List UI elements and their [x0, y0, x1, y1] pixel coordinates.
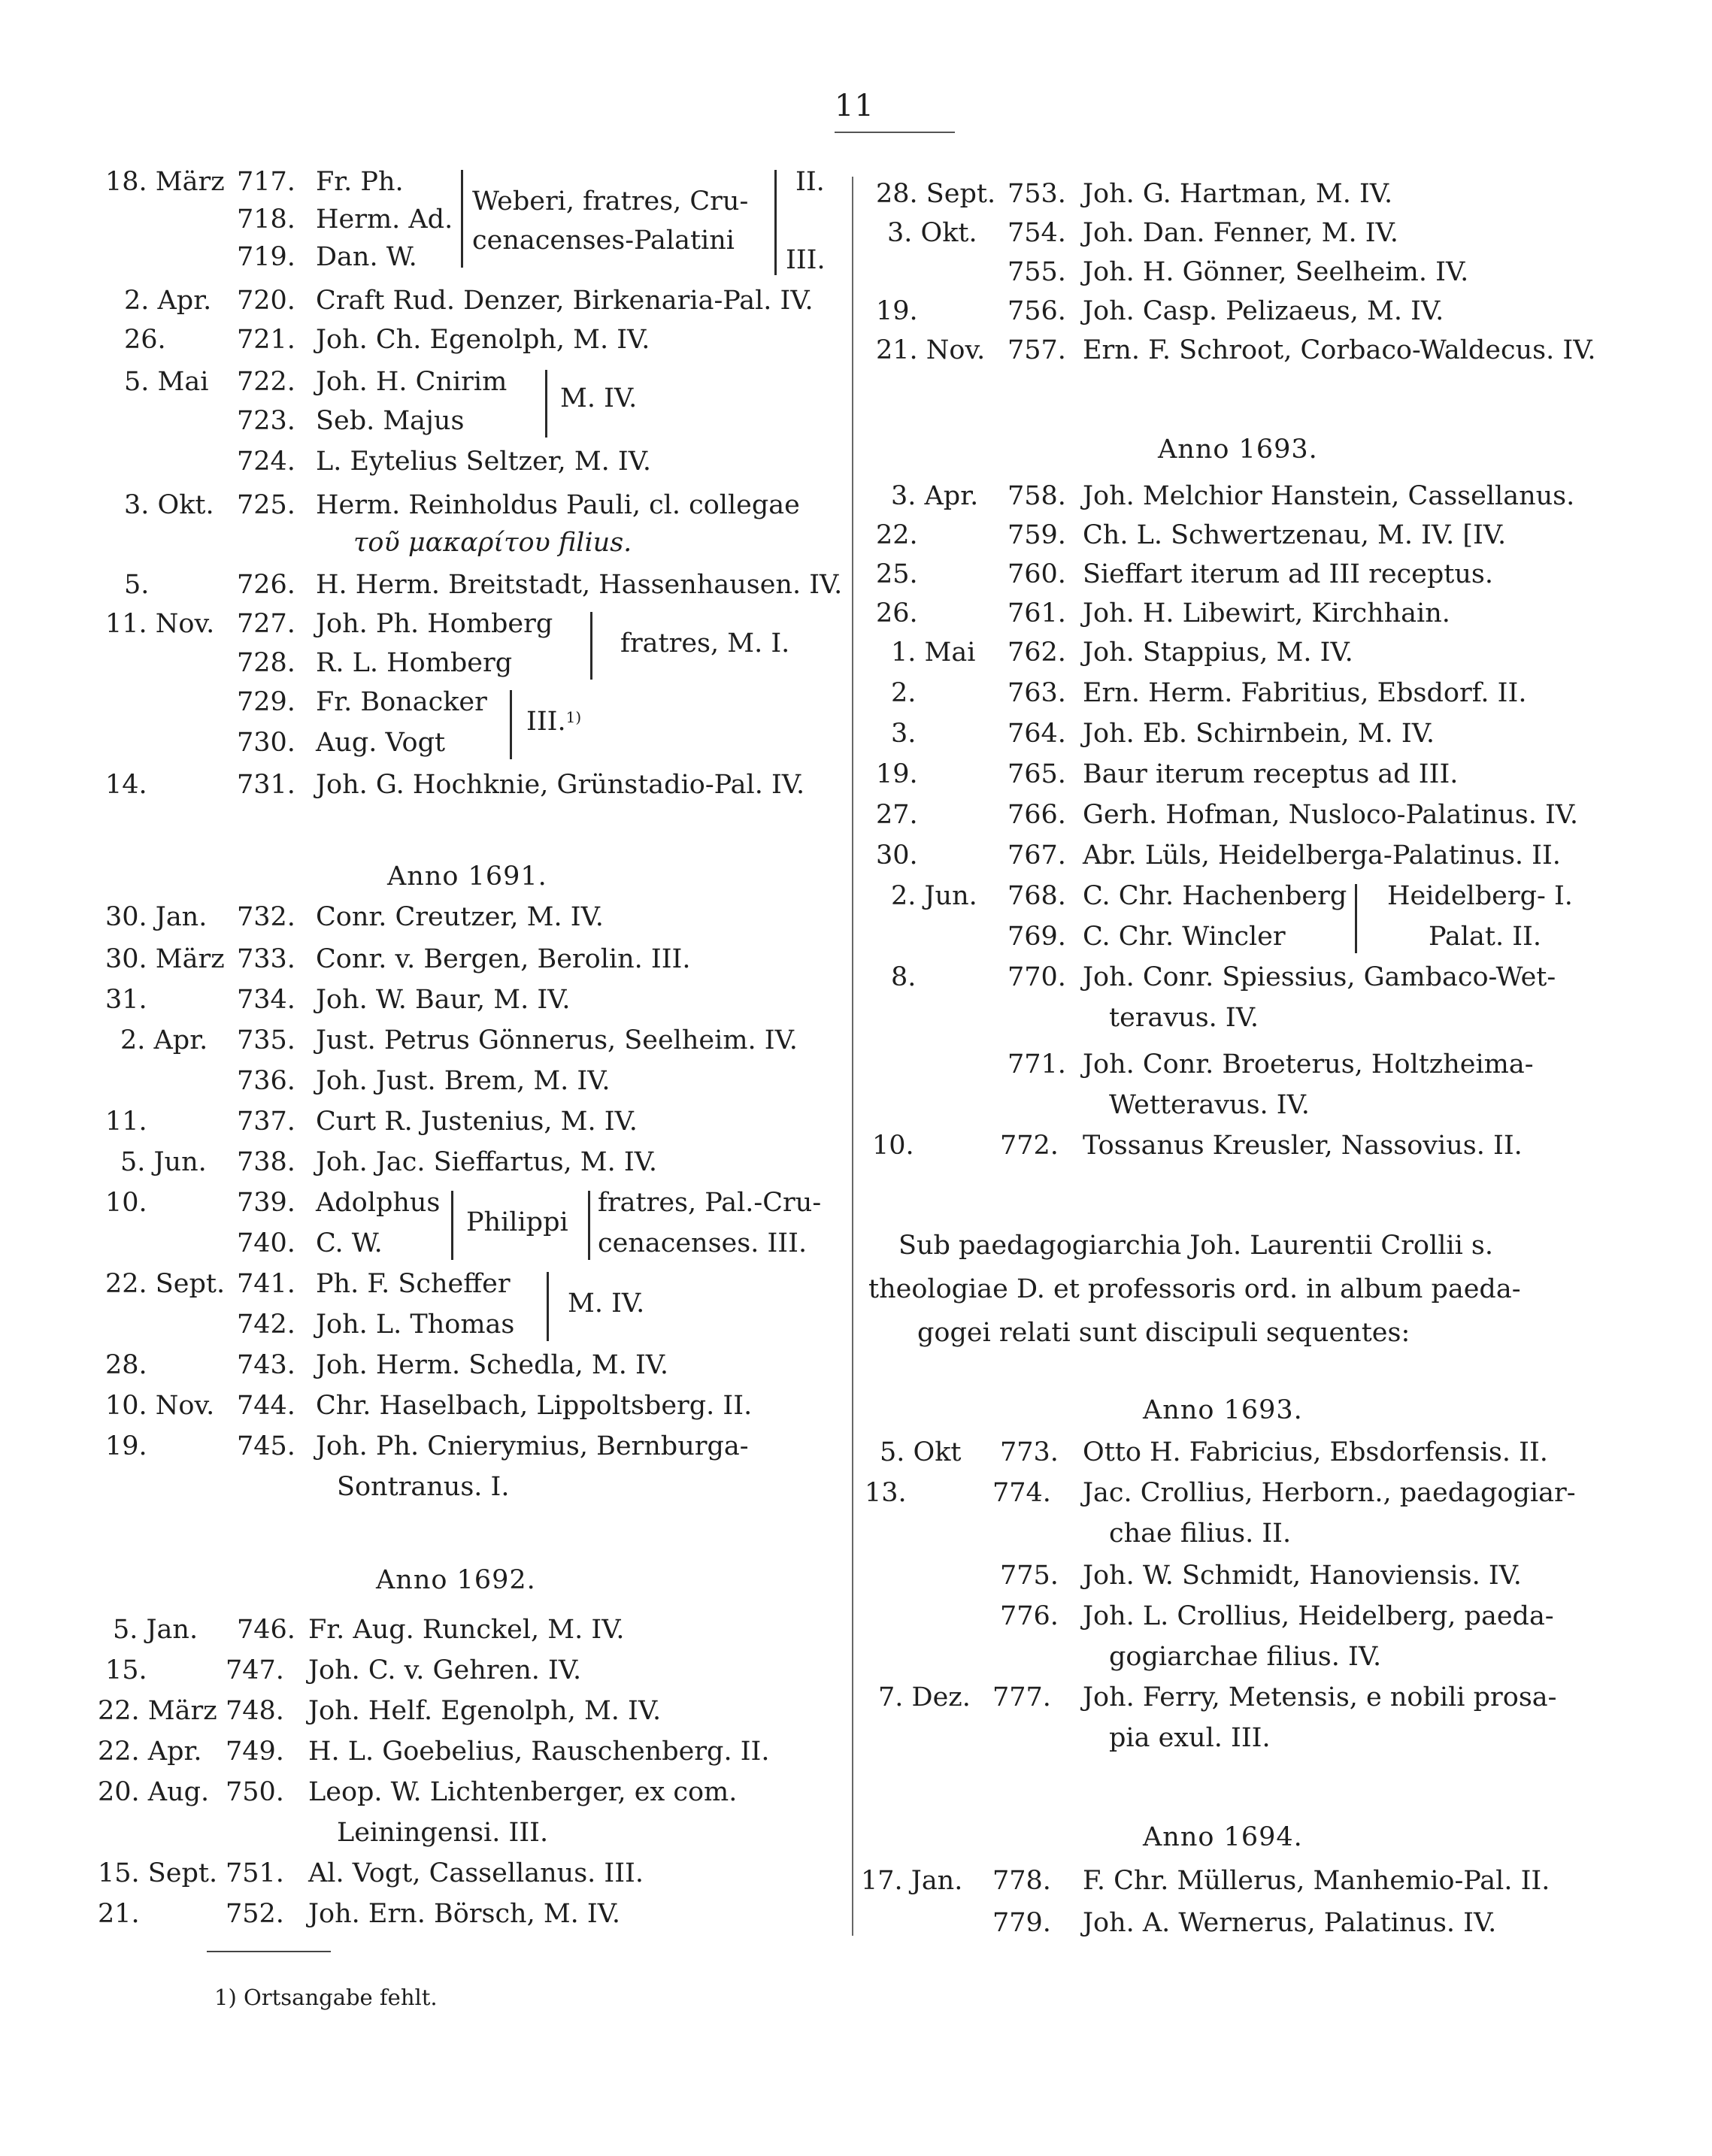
group-739-text-a: fratres, Pal.-Cru- — [598, 1188, 822, 1218]
group-722-text: M. IV. — [560, 383, 638, 413]
page-number-rule — [835, 132, 955, 133]
group-717-class-a: II. — [795, 167, 825, 197]
brace-741-742 — [547, 1272, 549, 1341]
brace-717-class — [774, 170, 777, 275]
group-768-text-b: Palat. II. — [1429, 922, 1541, 952]
footnote-marker: 1) — [565, 708, 582, 726]
brace-729-730 — [510, 690, 512, 759]
brace-739-740-b — [588, 1191, 590, 1260]
group-727-text: fratres, M. I. — [620, 628, 790, 659]
group-739-name: Philippi — [466, 1207, 568, 1237]
group-717-class-b: III. — [786, 245, 826, 275]
heading-1693b: Anno 1693. — [1143, 1395, 1303, 1425]
paragraph-line-1: Sub paedagogiarchia Joh. Laurentii Crollii s. — [898, 1231, 1493, 1261]
group-739-text-b: cenacenses. III. — [598, 1228, 808, 1258]
brace-717-719 — [461, 170, 463, 268]
heading-1694: Anno 1694. — [1143, 1822, 1303, 1852]
brace-727-728 — [590, 612, 592, 680]
column-divider — [852, 177, 853, 1936]
heading-1691: Anno 1691. — [387, 861, 547, 892]
brace-722-723 — [545, 370, 547, 438]
page-number: 11 — [835, 89, 874, 123]
group-768-text-a: Heidelberg- I. — [1387, 881, 1573, 911]
brace-739-740 — [451, 1191, 453, 1260]
group-729-text: III.$^{1)}$ — [526, 707, 582, 737]
footnote: 1) Ortsangabe fehlt. — [214, 1985, 438, 2010]
paragraph-line-3: gogei relati sunt discipuli sequentes: — [917, 1318, 1411, 1348]
heading-1692: Anno 1692. — [376, 1565, 536, 1595]
brace-768-769 — [1355, 884, 1357, 953]
group-741-text: M. IV. — [568, 1288, 645, 1319]
footnote-rule — [207, 1951, 331, 1952]
group-717-text-b: cenacenses-Palatini — [472, 226, 735, 256]
group-717-text-a: Weberi, fratres, Cru- — [472, 186, 749, 217]
heading-1693: Anno 1693. — [1158, 435, 1318, 465]
paragraph-line-2: theologiae D. et professoris ord. in album paeda- — [868, 1274, 1521, 1304]
